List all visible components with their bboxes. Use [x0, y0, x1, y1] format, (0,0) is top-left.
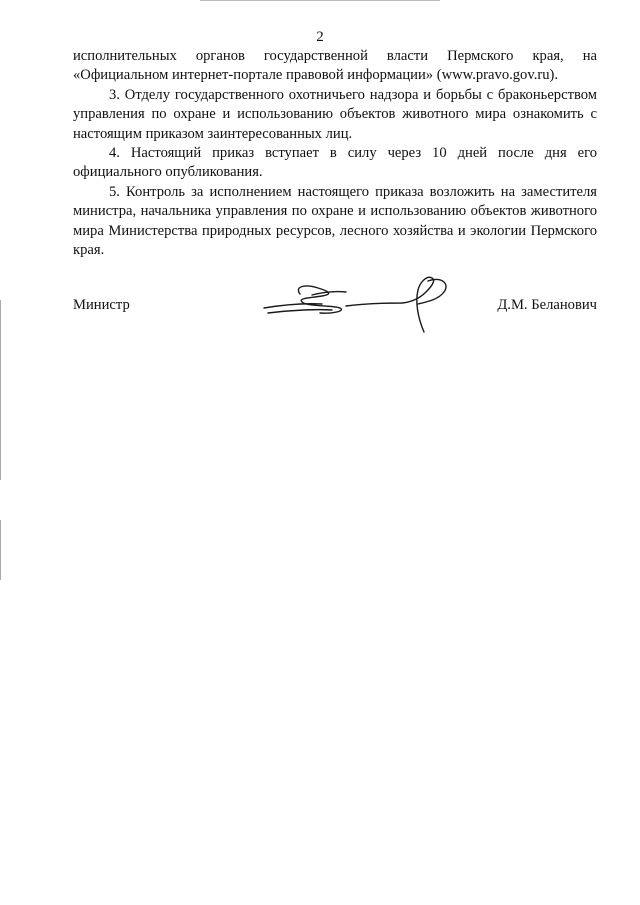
scan-edge-line [200, 0, 440, 1]
page-number: 2 [316, 29, 324, 45]
signatory-name: Д.М. Беланович [497, 297, 597, 313]
paragraph-item-4: 4. Настоящий приказ вступает в силу через 10 дней после дня его официального опубликования. [73, 145, 597, 181]
signatory-title: Министр [73, 297, 130, 313]
document-body [73, 47, 597, 260]
scan-edge-mark [0, 300, 1, 480]
paragraph-item-3: 3. Отделу государственного охотничьего надзора и борьбы с браконьерством управления по охране и использованию объектов животного мира ознакомить с настоящим приказом заинтересованных лиц. [73, 86, 597, 142]
scan-edge-mark [0, 520, 1, 580]
paragraph-continuation: исполнительных органов государственной власти Пермского края, на «Официальном интернет-портале правовой информации» (www.pravo.gov.ru). [73, 48, 597, 84]
handwritten-signature [262, 272, 452, 336]
paragraph-item-5: 5. Контроль за исполнением настоящего приказа возложить на заместителя министра, начальника управления по охране и использованию объектов животного мира Министерства природных ресурсов, лесного хозяйства и экологии Пермского края. [73, 183, 597, 259]
